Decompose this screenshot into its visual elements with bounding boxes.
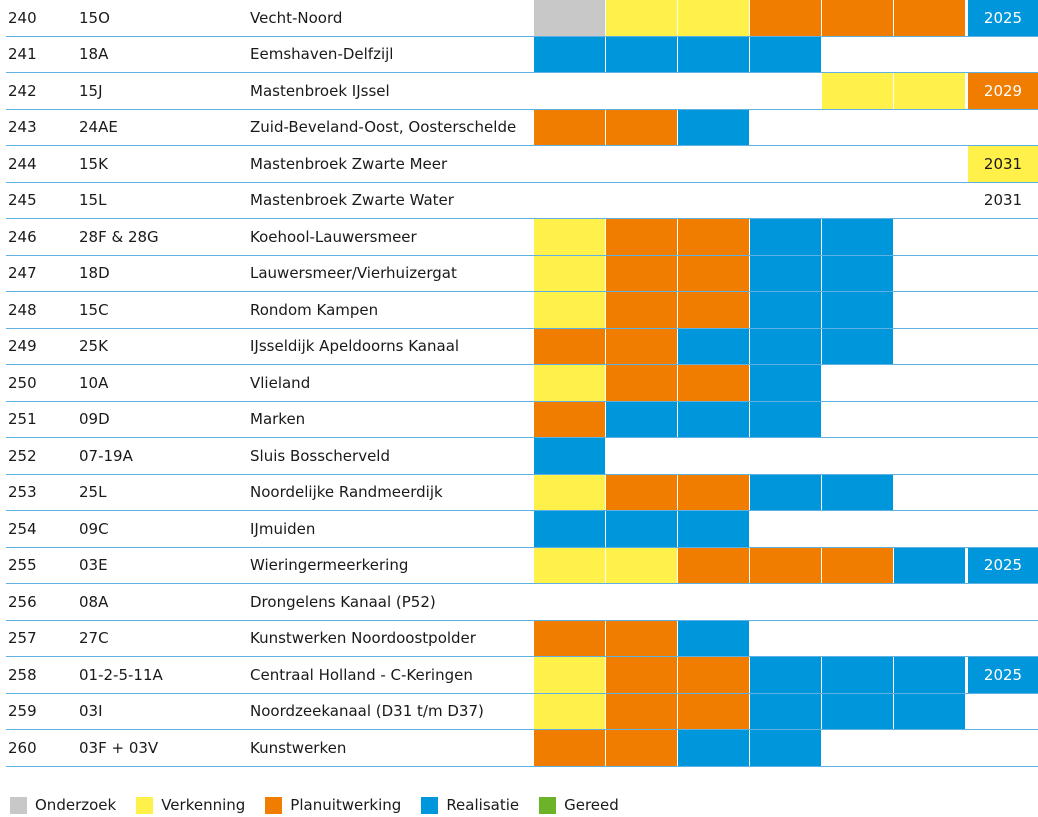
phase-bar-realisatie (822, 256, 894, 292)
phase-bar-realisatie (606, 511, 678, 547)
phase-bar-realisatie (822, 694, 894, 730)
project-code: 18D (79, 264, 110, 283)
phase-bar-planuitwerking (678, 548, 750, 584)
row-number: 258 (8, 665, 37, 684)
legend-swatch-planuitwerking (265, 797, 282, 814)
row-number: 245 (8, 191, 37, 210)
phase-bar-realisatie (822, 219, 894, 255)
legend-label: Realisatie (446, 796, 520, 814)
project-name: Mastenbroek Zwarte Water (250, 191, 454, 210)
project-code: 03F + 03V (79, 738, 159, 757)
legend-label: Gereed (564, 796, 619, 814)
phase-bar-realisatie (678, 730, 750, 766)
phase-bar-planuitwerking (534, 621, 606, 657)
row-number: 243 (8, 118, 37, 137)
legend-item-planuitwerking (265, 796, 401, 814)
row-number: 260 (8, 738, 37, 757)
project-name: IJsseldijk Apeldoorns Kanaal (250, 337, 460, 356)
phase-bar-planuitwerking (534, 329, 606, 365)
project-code: 03I (79, 702, 103, 721)
project-code: 15K (79, 154, 108, 173)
phase-bar-realisatie (822, 475, 894, 511)
completion-year: 2025 (968, 0, 1038, 36)
project-name: Noordelijke Randmeerdijk (250, 483, 443, 502)
phase-bar-planuitwerking (750, 0, 822, 36)
project-code: 28F & 28G (79, 227, 159, 246)
phase-bar-realisatie (678, 110, 750, 146)
project-code: 25K (79, 337, 108, 356)
phase-bar-planuitwerking (606, 292, 678, 328)
table-row (6, 438, 1038, 475)
project-code: 15C (79, 300, 109, 319)
project-name: Sluis Bosscherveld (250, 446, 390, 465)
phase-bar-planuitwerking (894, 0, 966, 36)
phase-bar-planuitwerking (606, 256, 678, 292)
phase-bar-verkenning (534, 548, 606, 584)
project-name: Rondom Kampen (250, 300, 379, 319)
project-name: Drongelens Kanaal (P52) (250, 592, 436, 611)
table-row (6, 0, 1038, 37)
phase-bar-planuitwerking (678, 219, 750, 255)
phase-bar-realisatie (894, 548, 966, 584)
phase-bar-planuitwerking (678, 475, 750, 511)
project-name: Eemshaven-Delfzijl (250, 45, 394, 64)
project-name: Kunstwerken Noordoostpolder (250, 629, 476, 648)
phase-bar-realisatie (750, 37, 822, 73)
phase-bar-realisatie (894, 694, 966, 730)
table-row (6, 146, 1038, 183)
project-name: Marken (250, 410, 306, 429)
phase-bar-realisatie (822, 329, 894, 365)
legend-label: Onderzoek (35, 796, 117, 814)
phase-bar-realisatie (678, 329, 750, 365)
phase-bar-realisatie (750, 694, 822, 730)
table-row (6, 292, 1038, 329)
legend-label: Verkenning (161, 796, 246, 814)
completion-year: 2025 (968, 657, 1038, 693)
phase-bar-verkenning (822, 73, 894, 109)
legend-item-realisatie (421, 796, 519, 814)
phase-bar-verkenning (606, 0, 678, 36)
table-row (6, 694, 1038, 731)
phase-bar-planuitwerking (822, 0, 894, 36)
table-row (6, 183, 1038, 220)
row-number: 259 (8, 702, 37, 721)
row-number: 240 (8, 8, 37, 27)
phase-bar-planuitwerking (678, 657, 750, 693)
project-code: 10A (79, 373, 109, 392)
legend-swatch-realisatie (421, 797, 438, 814)
table-row (6, 37, 1038, 74)
phase-bar-verkenning (606, 548, 678, 584)
legend (10, 794, 639, 816)
table-row (6, 730, 1038, 767)
table-row (6, 657, 1038, 694)
phase-bar-planuitwerking (606, 694, 678, 730)
row-number: 251 (8, 410, 37, 429)
phase-bar-verkenning (534, 292, 606, 328)
project-code: 27C (79, 629, 109, 648)
phase-bar-realisatie (750, 730, 822, 766)
phase-bar-realisatie (750, 256, 822, 292)
phase-bar-onderzoek (534, 0, 606, 36)
completion-year: 2025 (968, 548, 1038, 584)
row-number: 242 (8, 81, 37, 100)
phase-bar-realisatie (750, 292, 822, 328)
row-number: 248 (8, 300, 37, 319)
table-row (6, 511, 1038, 548)
phase-bar-realisatie (678, 37, 750, 73)
phase-bar-planuitwerking (750, 548, 822, 584)
phase-bar-realisatie (678, 621, 750, 657)
project-code: 03E (79, 556, 108, 575)
phase-bar-realisatie (606, 37, 678, 73)
project-code: 15O (79, 8, 110, 27)
row-number: 253 (8, 483, 37, 502)
legend-item-onderzoek (10, 796, 116, 814)
row-number: 252 (8, 446, 37, 465)
row-number: 249 (8, 337, 37, 356)
phase-bar-realisatie (750, 475, 822, 511)
phase-bar-verkenning (534, 256, 606, 292)
phase-bar-verkenning (894, 73, 966, 109)
project-name: Mastenbroek IJssel (250, 81, 390, 100)
row-number: 246 (8, 227, 37, 246)
legend-swatch-gereed (539, 797, 556, 814)
project-name: Wieringermeerkering (250, 556, 409, 575)
phase-bar-realisatie (534, 511, 606, 547)
completion-year: 2029 (968, 73, 1038, 109)
project-name: Noordzeekanaal (D31 t/m D37) (250, 702, 484, 721)
project-code: 15J (79, 81, 103, 100)
table-row (6, 621, 1038, 658)
table-row (6, 256, 1038, 293)
phase-bar-planuitwerking (678, 365, 750, 401)
row-number: 241 (8, 45, 37, 64)
project-code: 01-2-5-11A (79, 665, 163, 684)
phase-bar-realisatie (894, 657, 966, 693)
phase-bar-realisatie (750, 657, 822, 693)
phase-bar-verkenning (534, 219, 606, 255)
project-code: 18A (79, 45, 109, 64)
row-number: 255 (8, 556, 37, 575)
phase-bar-planuitwerking (678, 694, 750, 730)
project-code: 09C (79, 519, 109, 538)
phase-bar-realisatie (750, 219, 822, 255)
legend-swatch-verkenning (136, 797, 153, 814)
project-name: Vecht-Noord (250, 8, 343, 27)
row-number: 254 (8, 519, 37, 538)
row-number: 247 (8, 264, 37, 283)
project-code: 24AE (79, 118, 118, 137)
phase-bar-planuitwerking (678, 292, 750, 328)
phase-bar-planuitwerking (606, 657, 678, 693)
project-code: 15L (79, 191, 107, 210)
phase-bar-planuitwerking (606, 365, 678, 401)
phase-bar-realisatie (822, 657, 894, 693)
table-row (6, 73, 1038, 110)
phase-bar-realisatie (822, 292, 894, 328)
phase-bar-verkenning (678, 0, 750, 36)
legend-label: Planuitwerking (290, 796, 402, 814)
phase-bar-verkenning (534, 694, 606, 730)
phase-bar-realisatie (534, 438, 606, 474)
phase-bar-realisatie (750, 365, 822, 401)
project-table (6, 0, 1038, 767)
table-row (6, 365, 1038, 402)
table-row (6, 475, 1038, 512)
phase-bar-verkenning (534, 365, 606, 401)
table-row (6, 219, 1038, 256)
project-code: 09D (79, 410, 110, 429)
table-row (6, 110, 1038, 147)
project-name: IJmuiden (250, 519, 316, 538)
phase-bar-planuitwerking (606, 329, 678, 365)
project-name: Vlieland (250, 373, 311, 392)
phase-bar-realisatie (750, 329, 822, 365)
phase-bar-planuitwerking (822, 548, 894, 584)
phase-bar-realisatie (750, 402, 822, 438)
phase-bar-verkenning (534, 475, 606, 511)
project-name: Kunstwerken (250, 738, 347, 757)
phase-bar-planuitwerking (606, 621, 678, 657)
project-name: Mastenbroek Zwarte Meer (250, 154, 448, 173)
table-row (6, 329, 1038, 366)
project-name: Koehool-Lauwersmeer (250, 227, 417, 246)
phase-bar-planuitwerking (534, 402, 606, 438)
table-row (6, 584, 1038, 621)
phase-bar-planuitwerking (534, 730, 606, 766)
project-code: 25L (79, 483, 107, 502)
phase-bar-planuitwerking (606, 219, 678, 255)
row-number: 256 (8, 592, 37, 611)
project-name: Zuid-Beveland-Oost, Oosterschelde (250, 118, 517, 137)
phase-bar-planuitwerking (606, 475, 678, 511)
row-number: 244 (8, 154, 37, 173)
phase-bar-realisatie (534, 37, 606, 73)
row-number: 250 (8, 373, 37, 392)
project-name: Centraal Holland - C-Keringen (250, 665, 473, 684)
completion-year: 2031 (983, 191, 1023, 210)
phase-bar-planuitwerking (534, 110, 606, 146)
project-code: 08A (79, 592, 109, 611)
row-number: 257 (8, 629, 37, 648)
completion-year: 2031 (968, 146, 1038, 182)
phase-bar-realisatie (606, 402, 678, 438)
phase-bar-planuitwerking (678, 256, 750, 292)
phase-bar-verkenning (534, 657, 606, 693)
phase-bar-realisatie (678, 511, 750, 547)
phase-bar-realisatie (678, 402, 750, 438)
project-name: Lauwersmeer/Vierhuizergat (250, 264, 457, 283)
phase-bar-planuitwerking (606, 730, 678, 766)
legend-item-verkenning (136, 796, 245, 814)
legend-item-gereed (539, 796, 619, 814)
legend-swatch-onderzoek (10, 797, 27, 814)
project-code: 07-19A (79, 446, 133, 465)
table-row (6, 402, 1038, 439)
phase-bar-planuitwerking (606, 110, 678, 146)
table-row (6, 548, 1038, 585)
